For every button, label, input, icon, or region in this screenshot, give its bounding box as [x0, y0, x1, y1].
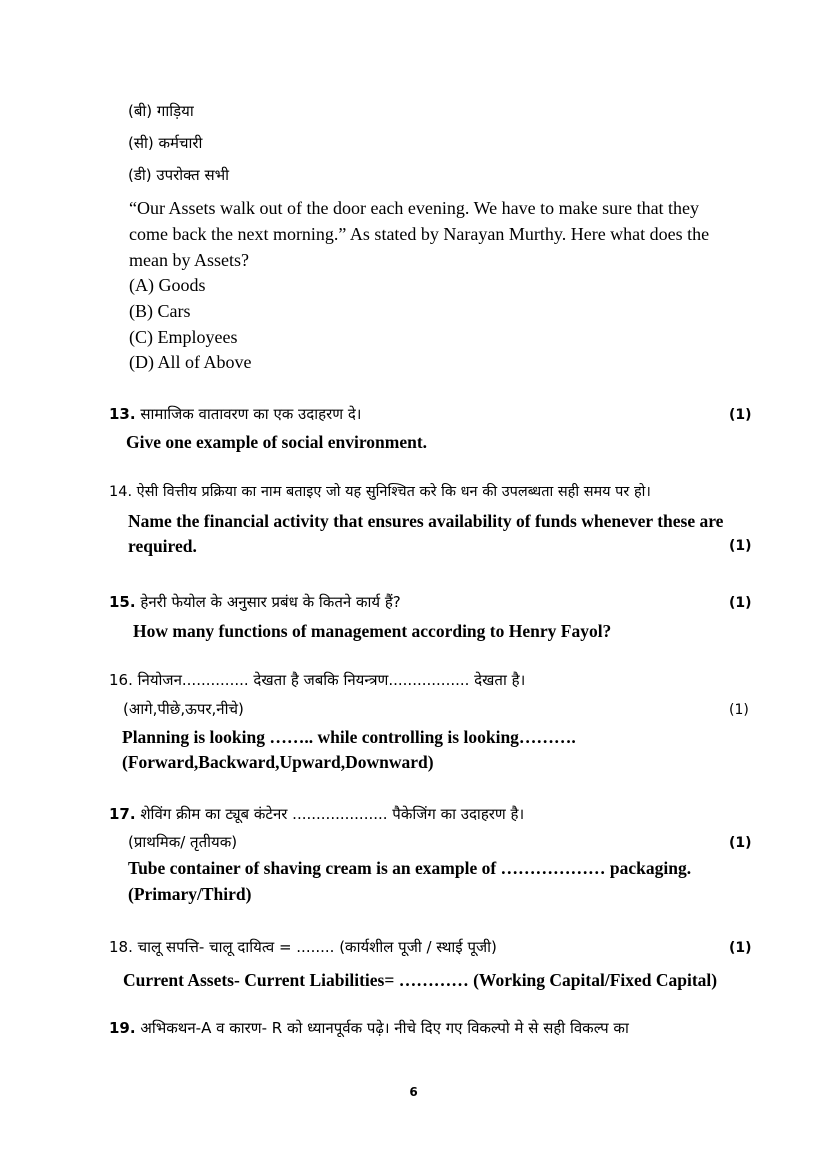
question-number: 13.	[109, 405, 136, 423]
question-hindi-text: चालू सपत्ति- चालू दायित्व = ........ (कार्यशील पूजी / स्थाई पूजी)	[137, 938, 497, 956]
question-13-english: Give one example of social environment.	[126, 432, 428, 452]
marks-label: (1)	[729, 940, 752, 956]
marks-label: (1)	[729, 835, 752, 851]
question-number: 15.	[109, 593, 136, 611]
question-18-english: Current Assets- Current Liabilities= ………… (Working Capital/Fixed Capital)	[123, 970, 718, 990]
question-13-hindi	[109, 407, 361, 422]
marks-label: (1)	[729, 538, 752, 554]
question-hindi-text: हेनरी फेयोल के अनुसार प्रबंध के कितने कार्य हैं?	[140, 593, 401, 611]
question-15-english: How many functions of management according to Henry Fayol?	[133, 621, 612, 641]
question-14-english-line: required.	[128, 536, 197, 556]
question-hindi-text: नियोजन.............. देखता है जबकि नियन्त्रण................. देखता है।	[137, 671, 526, 689]
question-17-english-options: (Primary/Third)	[128, 884, 252, 904]
marks-label: (1)	[729, 595, 752, 611]
question-hindi-text: ऐसी वित्तीय प्रक्रिया का नाम बताइए जो यह सुनिश्चित करे कि धन की उपलब्धता सही समय पर हो।	[136, 484, 651, 500]
question-18-hindi	[109, 940, 497, 955]
question-number: 14.	[109, 484, 133, 500]
option-hi-b: (बी) गाड़िया	[128, 102, 194, 120]
option-en-d: (D) All of Above	[129, 352, 252, 372]
option-hi-d: (डी) उपरोक्त सभी	[128, 166, 230, 184]
marks-label: (1)	[729, 407, 752, 423]
question-16-hindi	[109, 673, 525, 688]
question-hindi-text: अभिकथन-A व कारण- R को ध्यानपूर्वक पढ़े। नीचे दिए गए विकल्पो मे से सही विकल्प का	[140, 1019, 629, 1037]
question-19-hindi	[109, 1021, 629, 1036]
question-14-english-line: Name the financial activity that ensures availability of funds whenever these are	[128, 511, 724, 531]
question-17-hindi	[109, 807, 524, 822]
page-number: 6	[409, 1085, 418, 1099]
option-en-b: (B) Cars	[129, 301, 191, 321]
question-number: 17.	[109, 805, 136, 823]
question-number: 18.	[109, 938, 133, 956]
option-hi-c: (सी) कर्मचारी	[128, 134, 203, 152]
question-hindi-text: शेविंग क्रीम का ट्यूब कंटेनर .................... पैकेजिंग का उदाहरण है।	[140, 805, 525, 823]
question-number: 19.	[109, 1019, 136, 1037]
question-text-line: “Our Assets walk out of the door each evening. We have to make sure that they	[129, 198, 700, 218]
question-17-hindi-options: (प्राथमिक/ तृतीयक)	[128, 833, 238, 851]
question-text-line: mean by Assets?	[129, 250, 249, 270]
option-en-c: (C) Employees	[129, 327, 238, 347]
question-17-english: Tube container of shaving cream is an example of ……………… packaging.	[128, 858, 692, 878]
question-14-hindi	[109, 485, 651, 500]
marks-label: (1)	[729, 702, 749, 718]
question-text-line: come back the next morning.” As stated by Narayan Murthy. Here what does the	[129, 224, 710, 244]
question-15-hindi	[109, 595, 401, 610]
question-16-english-options: (Forward,Backward,Upward,Downward)	[122, 752, 434, 772]
option-en-a: (A) Goods	[129, 275, 206, 295]
question-16-hindi-options: (आगे,पीछे,ऊपर,नीचे)	[123, 700, 244, 718]
question-number: 16.	[109, 671, 133, 689]
question-hindi-text: सामाजिक वातावरण का एक उदाहरण दे।	[140, 405, 362, 423]
question-16-english: Planning is looking …….. while controlling is looking……….	[122, 727, 576, 747]
